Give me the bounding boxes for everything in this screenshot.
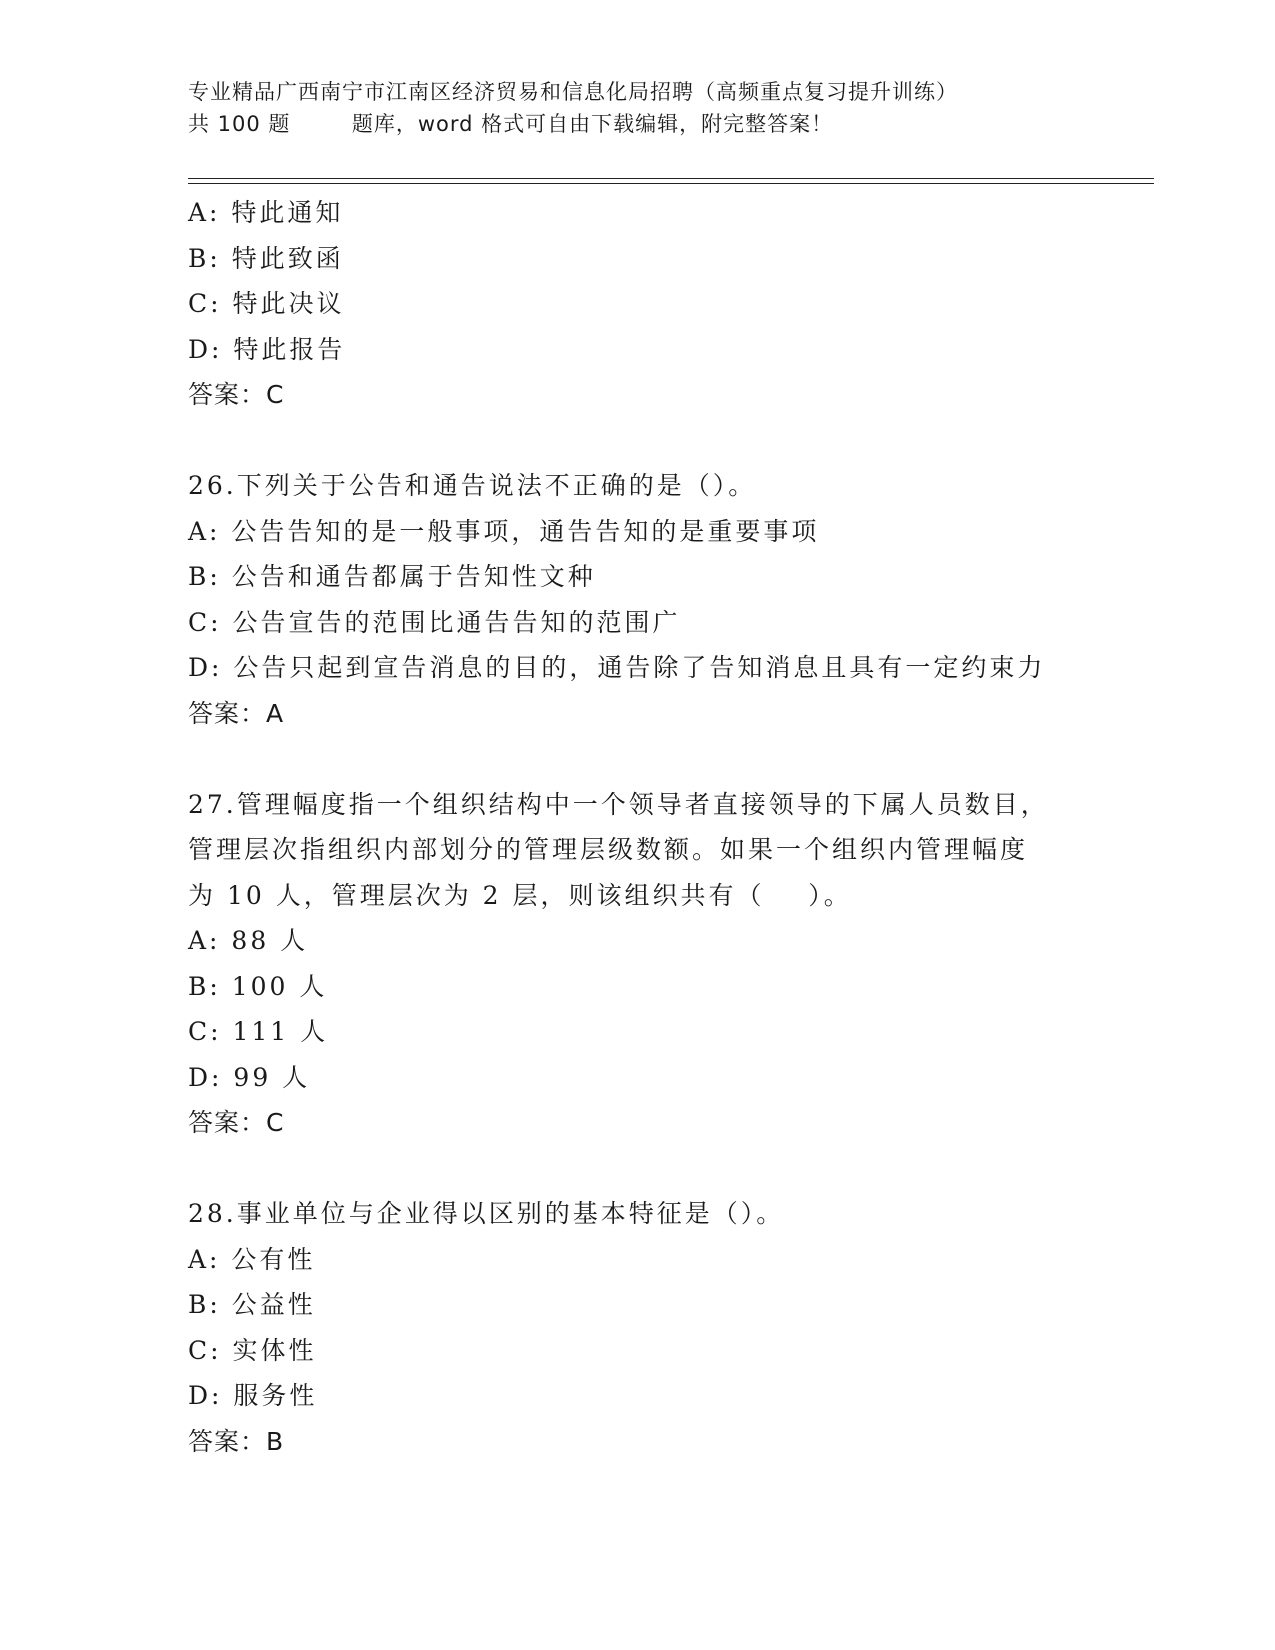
option-d: D: 公告只起到宣告消息的目的，通告除了告知消息且具有一定约束力: [188, 653, 1046, 682]
option-d: D: 99 人: [188, 1062, 311, 1092]
spacer: [188, 1146, 1148, 1192]
header-divider-top: [188, 178, 1154, 179]
question-block-25: [188, 190, 1148, 418]
spacer: [188, 418, 1148, 464]
answer-line: 答案：C: [188, 1108, 285, 1137]
option-c: C: 111 人: [188, 1017, 329, 1046]
question-block-27: [188, 782, 1148, 1146]
option-d: D: 服务性: [188, 1381, 318, 1410]
question-block-26: [188, 463, 1148, 736]
document-header: [188, 76, 1148, 140]
answer-line: 答案：B: [188, 1426, 285, 1456]
option-b: B: 公告和通告都属于告知性文种: [188, 562, 596, 591]
option-b: B: 公益性: [188, 1290, 316, 1319]
option-a: A: 公告告知的是一般事项，通告告知的是重要事项: [188, 516, 820, 546]
question-list: [188, 190, 1148, 1464]
question-stem-line-2: 管理层次指组织内部划分的管理层级数额。如果一个组织内管理幅度: [188, 835, 1029, 864]
option-d: D: 特此报告: [188, 334, 346, 364]
answer-line: 答案：A: [188, 698, 285, 728]
question-stem: 26.下列关于公告和通告说法不正确的是（）。: [188, 471, 757, 500]
spacer: [188, 736, 1148, 782]
option-a: A: 公有性: [188, 1244, 316, 1274]
answer-line: 答案：C: [188, 380, 285, 409]
header-subtitle-line: 共 100 题 题库，word 格式可自由下载编辑，附完整答案！: [188, 112, 834, 136]
option-a: A: 特此通知: [188, 198, 344, 227]
option-b: B: 特此致函: [188, 243, 344, 273]
question-block-28: [188, 1191, 1148, 1464]
option-b: B: 100 人: [188, 971, 328, 1001]
header-divider-bottom: [188, 183, 1154, 184]
header-title-line: 专业精品广西南宁市江南区经济贸易和信息化局招聘（高频重点复习提升训练）: [188, 80, 958, 104]
option-c: C: 实体性: [188, 1335, 317, 1365]
option-a: A: 88 人: [188, 926, 309, 955]
question-stem-line-3: 为 10 人，管理层次为 2 层，则该组织共有（ ）。: [188, 880, 852, 910]
question-stem: 28.事业单位与企业得以区别的基本特征是（）。: [188, 1199, 785, 1228]
question-stem-line-1: 27.管理幅度指一个组织结构中一个领导者直接领导的下属人员数目，: [188, 789, 1049, 819]
option-c: C: 公告宣告的范围比通告告知的范围广: [188, 607, 681, 637]
option-c: C: 特此决议: [188, 289, 345, 318]
